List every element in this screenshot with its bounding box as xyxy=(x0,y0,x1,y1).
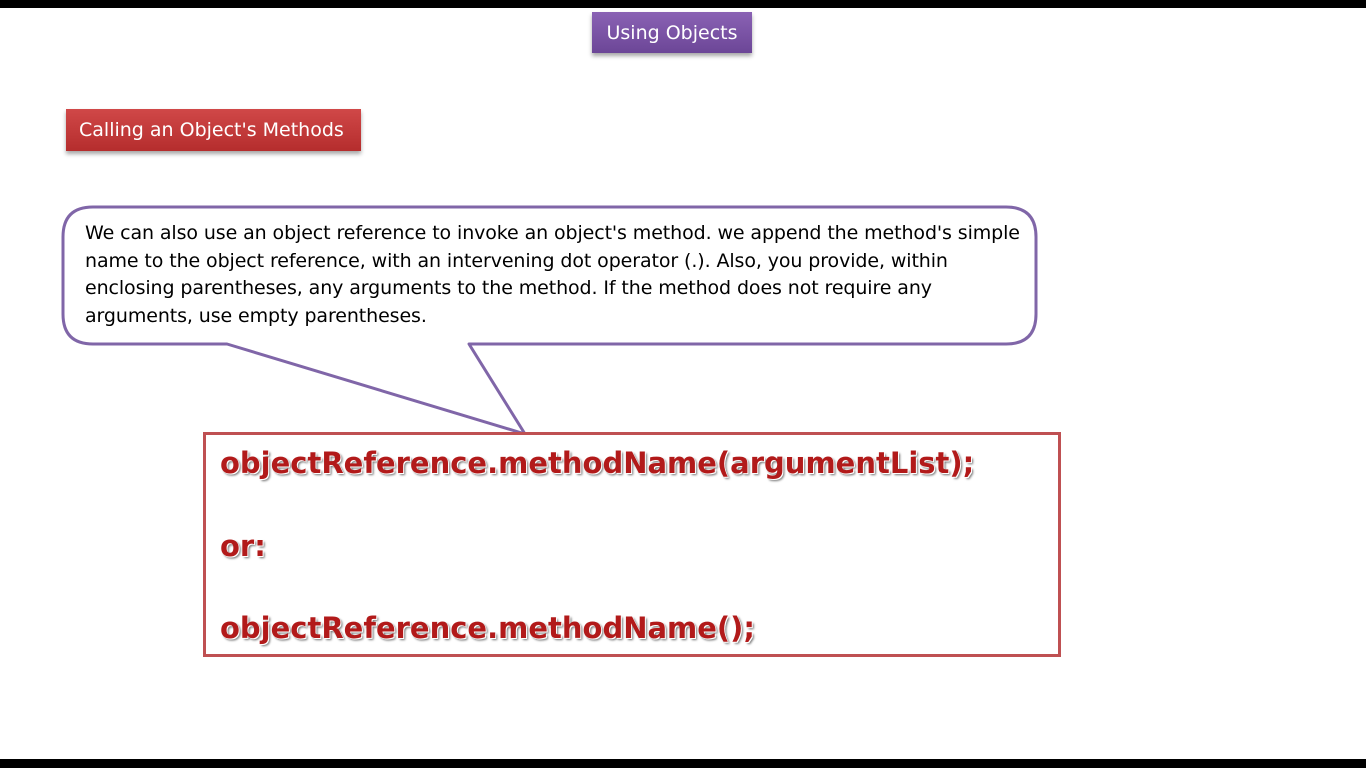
code-line-with-arguments: objectReference.methodName(argumentList); xyxy=(220,446,975,480)
callout-text: We can also use an object reference to invoke an object's method. we append the method's simple name to the object reference, with an intervening dot operator (.). Also, you provide, within enclosing parentheses, any arguments to the method. If the method does not require any arguments, use empty parentheses. xyxy=(85,222,1020,327)
code-line-or: or: xyxy=(220,529,266,563)
bottom-border-bar xyxy=(0,759,1366,768)
code-syntax-box xyxy=(203,432,1061,657)
slide-title: Using Objects xyxy=(606,21,738,44)
section-heading: Calling an Object's Methods xyxy=(79,119,344,141)
code-line-no-arguments: objectReference.methodName(); xyxy=(220,611,756,645)
